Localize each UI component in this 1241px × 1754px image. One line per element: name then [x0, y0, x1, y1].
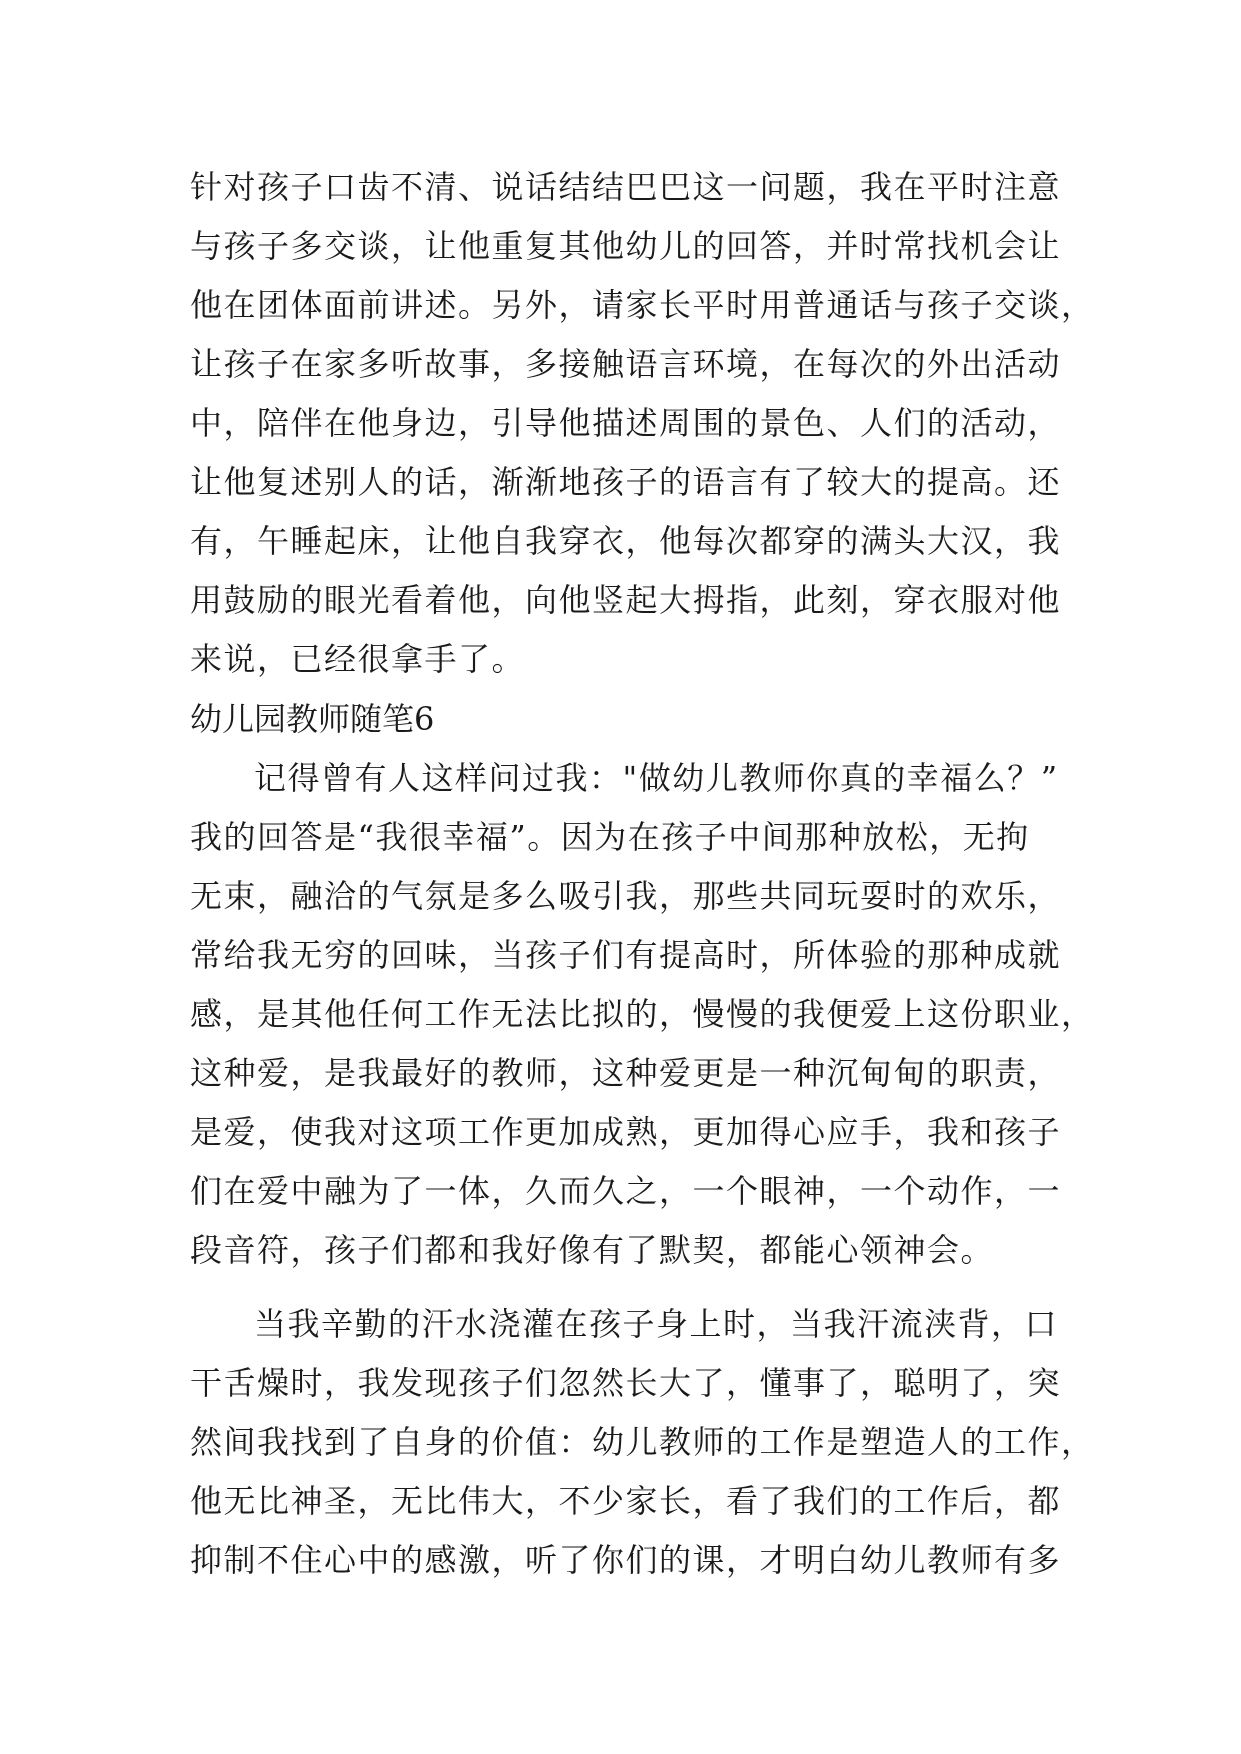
paragraph-line: 常给我无穷的回味，当孩子们有提高时，所体验的那种成就 [190, 936, 1062, 974]
paragraph-line: 段音符，孩子们都和我好像有了默契，都能心领神会。 [190, 1231, 995, 1269]
paragraph-line: 与孩子多交谈，让他重复其他幼儿的回答，并时常找机会让 [190, 227, 1062, 265]
paragraph-line: 让孩子在家多听故事，多接触语言环境，在每次的外出活动 [190, 345, 1062, 383]
paragraph-line: 这种爱，是我最好的教师，这种爱更是一种沉甸甸的职责， [190, 1054, 1062, 1092]
paragraph-line: 抑制不住心中的感激，听了你们的课，才明白幼儿教师有多 [190, 1541, 1062, 1579]
paragraph-line: 当我辛勤的汗水浇灌在孩子身上时，当我汗流浃背，口 [254, 1305, 1059, 1343]
section-heading: 幼儿园教师随笔6 [190, 700, 435, 738]
paragraph-line: 干舌燥时，我发现孩子们忽然长大了，懂事了，聪明了，突 [190, 1364, 1062, 1402]
paragraph-line: 是爱，使我对这项工作更加成熟，更加得心应手，我和孩子 [190, 1113, 1062, 1151]
paragraph-line: 他无比神圣，无比伟大，不少家长，看了我们的工作后，都 [190, 1482, 1062, 1520]
paragraph-line: 们在爱中融为了一体，久而久之，一个眼神，一个动作，一 [190, 1172, 1062, 1210]
paragraph-1 [190, 158, 1095, 689]
paragraph-line: 然间我找到了自身的价值：幼儿教师的工作是塑造人的工作， [190, 1423, 1095, 1461]
paragraph-2 [190, 749, 1095, 1280]
paragraph-line: 中，陪伴在他身边，引导他描述周围的景色、人们的活动， [190, 404, 1062, 442]
paragraph-line: 让他复述别人的话，渐渐地孩子的语言有了较大的提高。还 [190, 463, 1062, 501]
paragraph-line: 用鼓励的眼光看着他，向他竖起大拇指，此刻，穿衣服对他 [190, 581, 1062, 619]
document-body [190, 158, 1095, 1590]
paragraph-line: 来说，已经很拿手了。 [190, 640, 526, 678]
paragraph-line: 我的回答是“我很幸福”。因为在孩子中间那种放松，无拘 [190, 818, 1030, 856]
paragraph-line: 记得曾有人这样问过我："做幼儿教师你真的幸福么？” [254, 759, 1059, 797]
paragraph-3 [190, 1295, 1095, 1590]
paragraph-line: 感，是其他任何工作无法比拟的，慢慢的我便爱上这份职业， [190, 995, 1095, 1033]
paragraph-line: 针对孩子口齿不清、说话结结巴巴这一问题，我在平时注意 [190, 168, 1062, 206]
paragraph-line: 他在团体面前讲述。另外，请家长平时用普通话与孩子交谈， [190, 286, 1095, 324]
paragraph-line: 无束，融洽的气氛是多么吸引我，那些共同玩耍时的欢乐， [190, 877, 1062, 915]
paragraph-line: 有，午睡起床，让他自我穿衣，他每次都穿的满头大汉，我 [190, 522, 1062, 560]
paragraph-spacer [190, 1280, 1052, 1295]
